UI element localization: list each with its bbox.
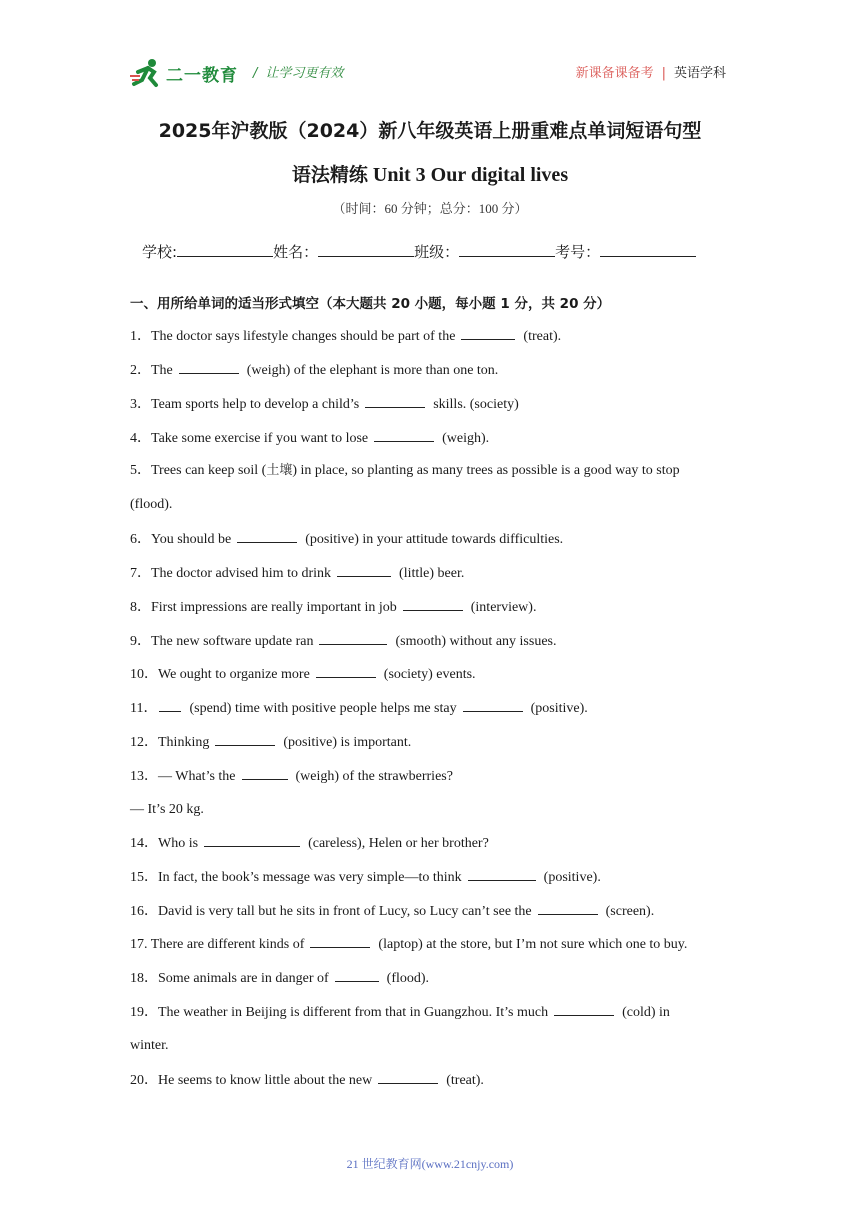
question-text: 17. There are different kinds of <box>130 937 305 952</box>
question-1 <box>130 327 561 346</box>
question-hint: (society) events. <box>383 667 476 682</box>
answer-blank[interactable] <box>378 1071 438 1084</box>
question-13 <box>130 767 453 786</box>
question-text: 20．He seems to know little about the new <box>130 1073 373 1088</box>
question-text-cont: ) in place, so planting as many trees as possible is a good way to stop <box>292 463 680 478</box>
question-text: 3．Team sports help to develop a child’s <box>130 397 360 412</box>
answer-blank[interactable] <box>365 395 425 408</box>
name-field[interactable] <box>318 242 414 257</box>
question-text: 5．Trees can keep soil ( <box>130 463 267 478</box>
answer-blank[interactable] <box>403 598 463 611</box>
question-18 <box>130 969 429 988</box>
section-title: 一、用所给单词的适当形式填空（本大题共 20 小题，每小题 1 分，共 20 分） <box>130 296 611 312</box>
question-2 <box>130 361 498 380</box>
question-11 <box>130 699 588 718</box>
question-text: 13．— What’s the <box>130 769 236 784</box>
question-12 <box>130 733 411 752</box>
exam-meta: （时间：60 分钟；总分：100 分） <box>332 201 528 216</box>
answer-blank[interactable] <box>316 665 376 678</box>
class-label: 班级： <box>414 243 460 261</box>
question-hint: (weigh). <box>442 431 490 446</box>
question-hint: (careless), Helen or her brother? <box>308 836 489 851</box>
answer-blank[interactable] <box>179 361 239 374</box>
question-text: 9．The new software update ran <box>130 634 314 649</box>
question-hint: (screen). <box>605 904 655 919</box>
question-hint: (weigh) of the elephant is more than one ton. <box>246 363 499 378</box>
answer-blank[interactable] <box>461 327 515 340</box>
question-15 <box>130 868 601 887</box>
question-10 <box>130 665 476 684</box>
question-cn-note: 土壤 <box>266 463 293 478</box>
question-hint: (positive) is important. <box>283 735 412 750</box>
question-text: 16．David is very tall but he sits in front of Lucy, so Lucy can’t see the <box>130 904 532 919</box>
subtitle-cn: 语法精练 <box>291 164 368 186</box>
answer-blank-2[interactable] <box>463 699 523 712</box>
school-label: 学校: <box>142 243 178 261</box>
logo-text: 二一教育 <box>166 65 238 86</box>
name-label: 姓名： <box>273 243 319 261</box>
question-text: 8．First impressions are really important in job <box>130 600 397 615</box>
header-right <box>576 62 726 81</box>
question-hint: (interview). <box>470 600 537 615</box>
question-text: 10．We ought to organize more <box>130 667 310 682</box>
school-field[interactable] <box>177 242 273 257</box>
answer-blank[interactable] <box>159 699 181 712</box>
question-text: 14．Who is <box>130 836 199 851</box>
header-tag: 新课备课备考 <box>575 66 654 81</box>
answer-blank[interactable] <box>337 564 391 577</box>
answer-blank[interactable] <box>335 969 379 982</box>
answer-blank[interactable] <box>319 632 387 645</box>
slogan <box>253 62 343 81</box>
logo <box>130 58 238 88</box>
question-text: 12．Thinking <box>130 735 210 750</box>
question-6 <box>130 530 563 549</box>
subtitle-en: Unit 3 Our digital lives <box>367 164 569 186</box>
page-title: 2025年沪教版（2024）新八年级英语上册重难点单词短语句型 <box>158 120 702 142</box>
answer-blank[interactable] <box>237 530 297 543</box>
question-text: 1．The doctor says lifestyle changes should be part of the <box>130 329 456 344</box>
question-hint: (smooth) without any issues. <box>395 634 557 649</box>
dialogue-reply: — It’s 20 kg. <box>130 802 204 817</box>
question-text: 6．You should be <box>130 532 232 547</box>
number-label: 考号： <box>555 243 601 261</box>
question-13-answer <box>130 801 204 819</box>
answer-blank[interactable] <box>204 834 300 847</box>
slogan-slash: / <box>253 66 258 81</box>
question-9 <box>130 632 556 651</box>
question-hint: (positive) in your attitude towards difficulties. <box>305 532 564 547</box>
runner-logo-icon <box>130 58 164 88</box>
question-20 <box>130 1071 484 1090</box>
question-5-cont <box>130 496 172 514</box>
question-hint: (treat). <box>446 1073 484 1088</box>
student-info <box>142 241 696 262</box>
question-5 <box>130 462 680 480</box>
question-text: 2．The <box>130 363 173 378</box>
question-4 <box>130 429 489 448</box>
question-17 <box>130 935 687 954</box>
page-footer: 21 世纪教育网(www.21cnjy.com) <box>346 1157 514 1171</box>
page-header <box>130 56 730 92</box>
answer-blank[interactable] <box>538 902 598 915</box>
answer-blank[interactable] <box>310 935 370 948</box>
question-hint: skills. (society) <box>433 397 519 412</box>
answer-blank[interactable] <box>215 733 275 746</box>
header-subject: 英语学科 <box>673 66 726 81</box>
question-14 <box>130 834 489 853</box>
question-hint: (weigh) of the strawberries? <box>295 769 453 784</box>
question-hint: (positive). <box>543 870 601 885</box>
answer-blank[interactable] <box>554 1003 614 1016</box>
question-hint: (cold) in <box>622 1005 670 1020</box>
answer-blank[interactable] <box>468 868 536 881</box>
number-field[interactable] <box>600 242 696 257</box>
slogan-text: 让学习更有效 <box>265 66 344 81</box>
question-text: 18．Some animals are in danger of <box>130 971 329 986</box>
question-3 <box>130 395 519 414</box>
answer-blank[interactable] <box>242 767 288 780</box>
question-hint: (laptop) at the store, but I’m not sure which one to buy. <box>378 937 688 952</box>
question-19-cont <box>130 1037 169 1055</box>
question-text: 15．In fact, the book’s message was very simple—to think <box>130 870 462 885</box>
header-separator: | <box>661 66 666 81</box>
question-text: 4．Take some exercise if you want to lose <box>130 431 369 446</box>
question-text: 11． <box>130 701 158 716</box>
question-8 <box>130 598 536 617</box>
question-text: 7．The doctor advised him to drink <box>130 566 332 581</box>
question-hint: (flood). <box>386 971 430 986</box>
question-hint: (treat). <box>523 329 562 344</box>
class-field[interactable] <box>459 242 555 257</box>
question-hint: (little) beer. <box>399 566 465 581</box>
answer-blank[interactable] <box>374 429 434 442</box>
question-text-cont: winter. <box>130 1038 169 1053</box>
question-hint: (positive). <box>530 701 588 716</box>
question-19 <box>130 1003 670 1022</box>
question-hint: (flood). <box>130 497 173 512</box>
question-7 <box>130 564 464 583</box>
question-16 <box>130 902 654 921</box>
question-text: 19．The weather in Beijing is different from that in Guangzhou. It’s much <box>130 1005 549 1020</box>
question-text-cont: (spend) time with positive people helps me stay <box>189 701 457 716</box>
page-subtitle <box>0 160 860 187</box>
